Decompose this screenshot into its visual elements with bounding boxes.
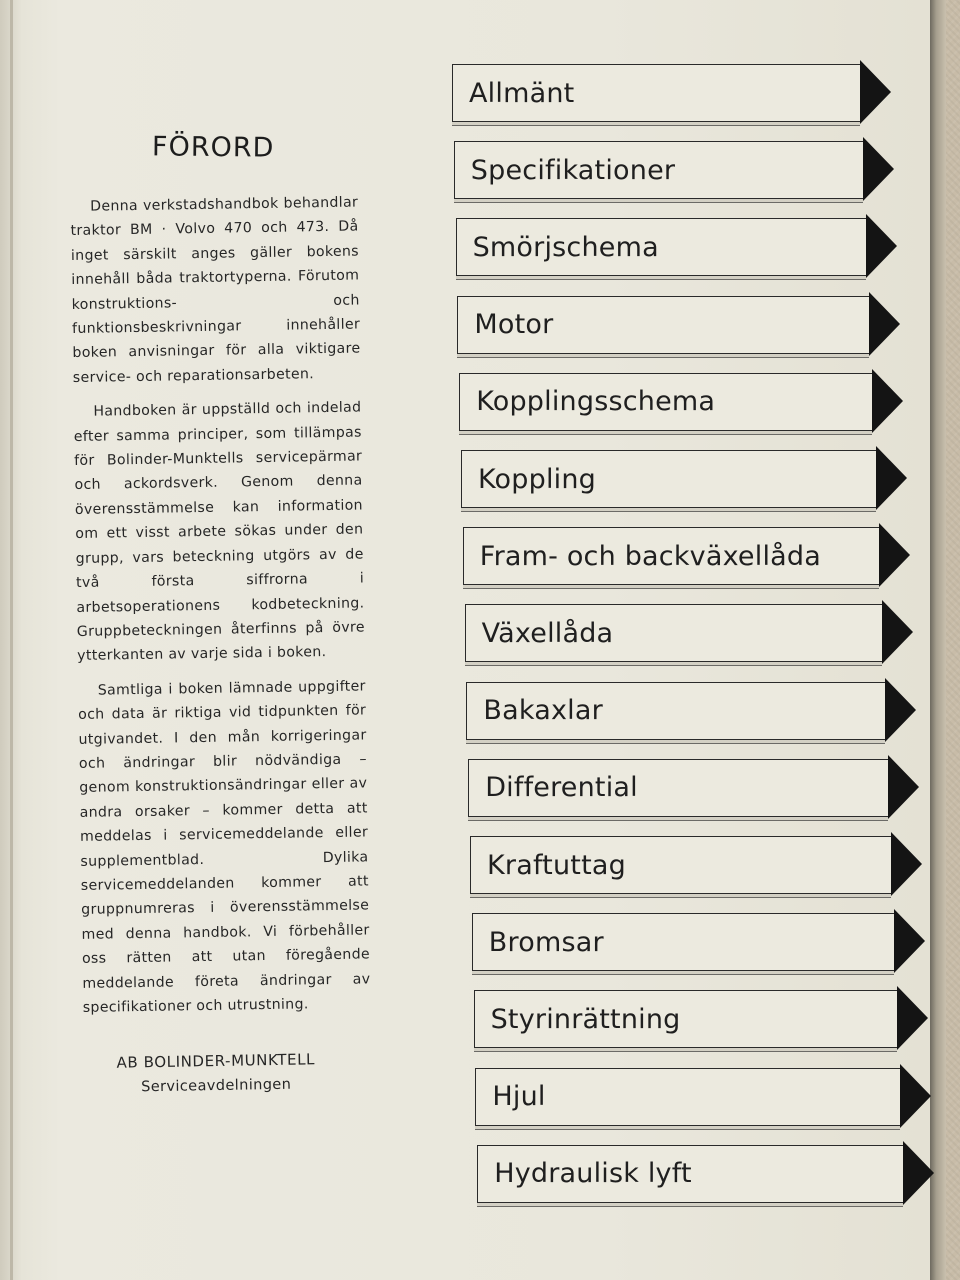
section-tab[interactable] xyxy=(470,836,891,894)
section-tab-label: Motor xyxy=(474,309,554,341)
section-tab-label: Hjul xyxy=(492,1081,546,1113)
section-tab-label: Kopplingsschema xyxy=(476,386,716,418)
foreword-title: FÖRORD xyxy=(151,131,275,164)
section-tab-label: Styrinrättning xyxy=(490,1003,681,1035)
section-tab-marker-icon xyxy=(894,909,925,973)
section-tab-label: Specifikationer xyxy=(470,154,676,186)
section-tab-marker-icon xyxy=(897,986,928,1050)
section-tab-marker-icon xyxy=(876,446,907,510)
section-tab-marker-icon xyxy=(903,1141,934,1205)
section-tab-label: Allmänt xyxy=(469,77,575,109)
section-tab-marker-icon xyxy=(900,1064,931,1128)
section-tab-label: Hydraulisk lyft xyxy=(494,1158,692,1190)
section-tab-label: Koppling xyxy=(478,463,597,495)
section-tab-label: Bromsar xyxy=(488,926,604,958)
section-tab[interactable] xyxy=(472,913,894,971)
section-tab-label: Differential xyxy=(485,772,638,804)
section-tab[interactable] xyxy=(475,1068,900,1126)
section-tab[interactable] xyxy=(459,373,872,431)
section-tab-marker-icon xyxy=(866,214,897,278)
section-tab[interactable] xyxy=(457,296,869,354)
foreword-paragraph-3: Samtliga i boken lämnade uppgifter och data är riktiga vid tidpunkten för utgivandet. I den mån korrigeringar och ändringar blir nödvändiga – genom konstruktionsändringar eller av andra orsaker – kommer detta att meddelas i servicemeddelande eller supplementblad. Dylika servicemeddelanden kommer att gruppnumreras i överensstämmelse med denna handbok. Vi förbehåller oss rätten att utan föregående meddelande företa ändringar av specifikationer och utrustning. xyxy=(78,678,371,1016)
section-tab-marker-icon xyxy=(869,292,900,356)
foreword-paragraph-2: Handboken är uppställd och indelad efter samma principer, som tillämpas för Bolinder-Munktells servicepärmar och ackordsverk. Genom denna överensstämmelse kan information om ett visst arbete sökas under den grupp, vars beteckning utgörs av de två första siffrorna i arbetsoperationens kodbeteckning. Gruppbeteckningen återfinns på övre ytterkanten av varje sida i boken. xyxy=(73,399,365,665)
section-tab-marker-icon xyxy=(882,600,913,664)
foreword-paragraph-1: Denna verkstadshandbok behandlar traktor BM · Volvo 470 och 473. Då inget särskilt anges gäller bokens innehåll båda traktortyperna. Förutom konstruktions- och funktionsbeskrivningar innehåller boken anvisningar för alla viktigare service- och reparationsarbeten. xyxy=(70,194,361,386)
section-tab-label: Smörjschema xyxy=(472,231,659,263)
section-tab[interactable] xyxy=(461,450,876,508)
section-tab-label: Fram- och backväxellåda xyxy=(479,540,821,572)
section-tab[interactable] xyxy=(465,604,882,662)
section-tab[interactable] xyxy=(477,1145,903,1203)
section-tab[interactable] xyxy=(474,990,898,1048)
section-tab-marker-icon xyxy=(879,523,910,587)
section-tab[interactable] xyxy=(463,527,879,585)
section-tab[interactable] xyxy=(456,218,867,276)
section-tab-marker-icon xyxy=(860,60,891,124)
section-tab-label: Kraftuttag xyxy=(487,849,626,881)
section-tab-marker-icon xyxy=(863,137,894,201)
section-tab-marker-icon xyxy=(885,678,916,742)
section-tab-label: Bakaxlar xyxy=(483,695,603,727)
section-tab[interactable] xyxy=(468,759,888,817)
section-tab[interactable] xyxy=(466,682,884,740)
section-tab-label: Växellåda xyxy=(481,617,614,649)
section-tab-marker-icon xyxy=(888,755,919,819)
section-tab[interactable] xyxy=(452,64,860,122)
section-tab-marker-icon xyxy=(891,832,922,896)
signature-department: Serviceavdelningen xyxy=(141,1076,292,1096)
section-tab[interactable] xyxy=(454,141,863,199)
signature-company: AB BOLINDER-MUNKTELL xyxy=(116,1050,316,1072)
section-tab-marker-icon xyxy=(872,369,903,433)
